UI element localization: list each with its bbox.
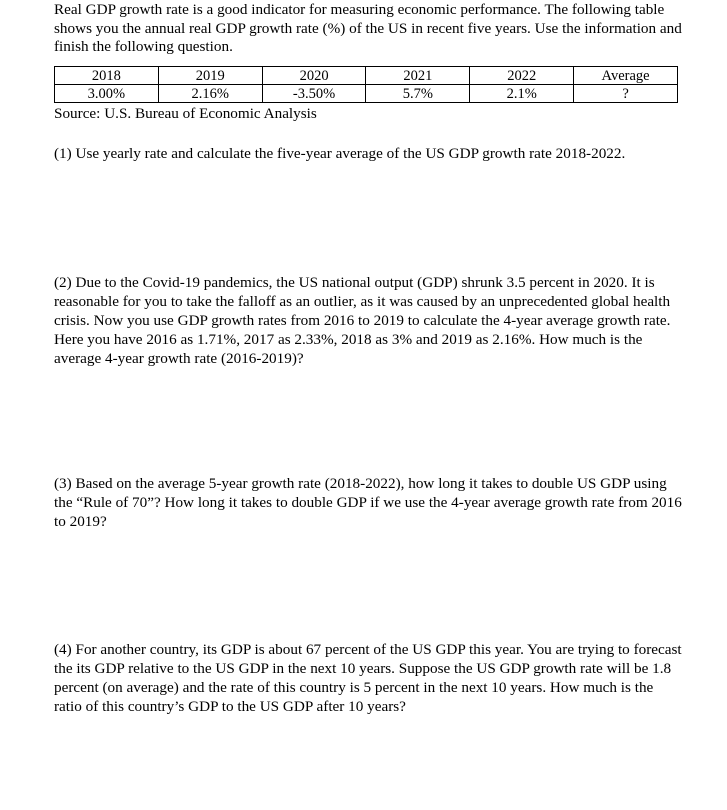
table-header-cell: 2021	[366, 67, 470, 85]
table-header-cell: 2020	[262, 67, 366, 85]
table-header-row	[55, 67, 678, 85]
table-value-cell: 2.16%	[158, 85, 262, 103]
question-4: (4) For another country, its GDP is about 67 percent of the US GDP this year. You are trying to forecast the its GDP relative to the US GDP in the next 10 years. Suppose the US GDP growth rate will be 1.8 percent (on average) and the rate of this country is 5 percent in the next 10 years. How much is the ratio of this country’s GDP to the US GDP after 10 years?	[54, 641, 682, 715]
table-header-cell: 2019	[158, 67, 262, 85]
question-1: (1) Use yearly rate and calculate the five-year average of the US GDP growth rate 2018-2022.	[54, 145, 626, 162]
table-value-cell: -3.50%	[262, 85, 366, 103]
intro-paragraph: Real GDP growth rate is a good indicator for measuring economic performance. The following table shows you the annual real GDP growth rate (%) of the US in recent five years. Use the information and finish the following question.	[54, 1, 682, 55]
table-header-cell: 2022	[470, 67, 574, 85]
question-2: (2) Due to the Covid-19 pandemics, the US national output (GDP) shrunk 3.5 percent in 2020. It is reasonable for you to take the falloff as an outlier, as it was caused by an unprecedented global health crisis. Now you use GDP growth rates from 2016 to 2019 to calculate the 4-year average growth rate. Here you have 2016 as 1.71%, 2017 as 2.33%, 2018 as 3% and 2019 as 2.16%. How much is the average 4-year growth rate (2016-2019)?	[54, 274, 671, 367]
table-value-cell: ?	[574, 85, 678, 103]
source-citation: Source: U.S. Bureau of Economic Analysis	[54, 105, 317, 122]
table-value-cell: 2.1%	[470, 85, 574, 103]
gdp-growth-table	[54, 66, 678, 103]
table-value-row	[55, 85, 678, 103]
table-value-cell: 3.00%	[55, 85, 159, 103]
table-header-cell: Average	[574, 67, 678, 85]
table-header-cell: 2018	[55, 67, 159, 85]
table-value-cell: 5.7%	[366, 85, 470, 103]
question-3: (3) Based on the average 5-year growth rate (2018-2022), how long it takes to double US GDP using the “Rule of 70”? How long it takes to double GDP if we use the 4-year average growth rate from 2016 to 2019?	[54, 475, 682, 530]
